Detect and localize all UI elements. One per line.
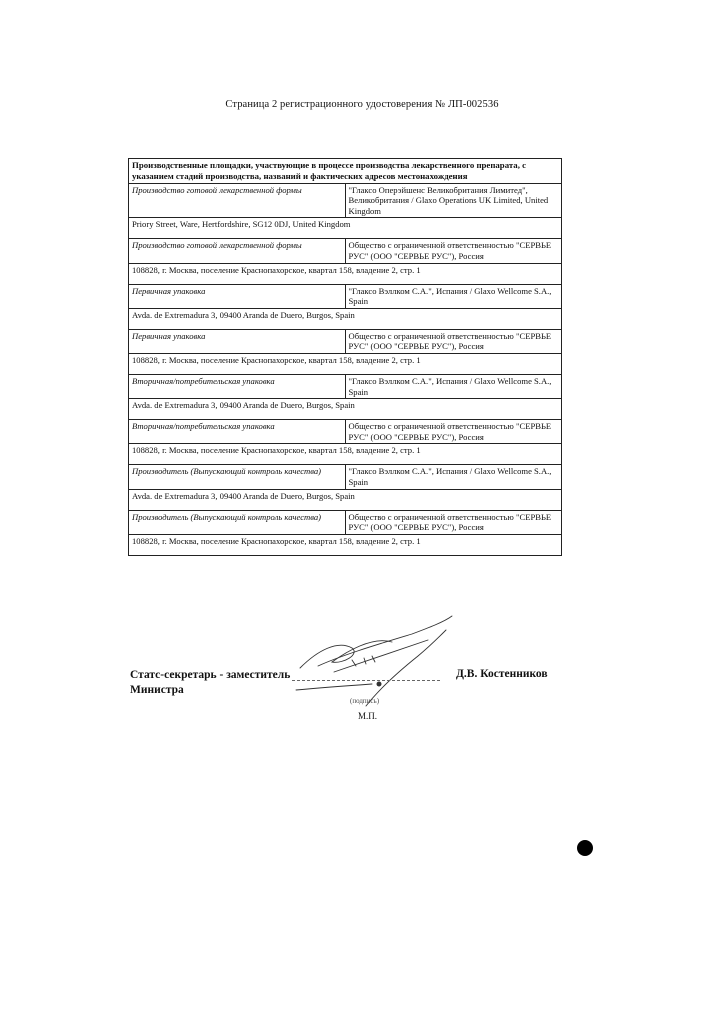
manufacturer-name: "Глаксо Вэллком С.А.", Испания / Glaxo Wellcome S.A., Spain <box>345 284 562 308</box>
black-dot-mark <box>577 840 593 856</box>
manufacturer-name: "Глаксо Вэллком С.А.", Испания / Glaxo Wellcome S.A., Spain <box>345 465 562 489</box>
site-address: Avda. de Extremadura 3, 09400 Aranda de Duero, Burgos, Spain <box>129 308 562 329</box>
site-address: 108828, г. Москва, поселение Краснопахорское, квартал 158, владение 2, стр. 1 <box>129 534 562 555</box>
manufacturer-name: "Глаксо Вэллком С.А.", Испания / Glaxo Wellcome S.A., Spain <box>345 374 562 398</box>
signature-caption: (подпись) <box>350 697 380 705</box>
production-stage: Производство готовой лекарственной формы <box>129 183 346 218</box>
page-title: Страница 2 регистрационного удостоверения № ЛП-002536 <box>225 99 499 110</box>
signer-position: Статс-секретарь - заместитель Министра <box>130 669 291 696</box>
site-address: Avda. de Extremadura 3, 09400 Aranda de Duero, Burgos, Spain <box>129 489 562 510</box>
table-intro: Производственные площадки, участвующие в процессе производства лекарственного препарата, с указанием стадий производства, названий и фактических адресов местонахождения <box>129 159 562 184</box>
production-stage: Производитель (Выпускающий контроль качества) <box>129 510 346 534</box>
site-address: 108828, г. Москва, поселение Краснопахорское, квартал 158, владение 2, стр. 1 <box>129 444 562 465</box>
signer-name: Д.В. Костенников <box>456 668 548 680</box>
signature-line <box>292 680 440 681</box>
production-stage: Производитель (Выпускающий контроль качества) <box>129 465 346 489</box>
production-stage: Первичная упаковка <box>129 329 346 353</box>
site-address: Avda. de Extremadura 3, 09400 Aranda de Duero, Burgos, Spain <box>129 399 562 420</box>
site-address: 108828, г. Москва, поселение Краснопахорское, квартал 158, владение 2, стр. 1 <box>129 263 562 284</box>
manufacturer-name: "Глаксо Оперэйшенс Великобритания Лимитед", Великобритания / Glaxo Operations UK Limited, United Kingdom <box>345 183 562 218</box>
production-stage: Первичная упаковка <box>129 284 346 308</box>
production-stage: Производство готовой лекарственной формы <box>129 239 346 263</box>
production-stage: Вторичная/потребительская упаковка <box>129 374 346 398</box>
stamp-label: М.П. <box>358 711 378 721</box>
manufacturer-name: Общество с ограниченной ответственностью "СЕРВЬЕ РУС" (ООО "СЕРВЬЕ РУС"), Россия <box>345 420 562 444</box>
site-address: 108828, г. Москва, поселение Краснопахорское, квартал 158, владение 2, стр. 1 <box>129 353 562 374</box>
site-address: Priory Street, Ware, Hertfordshire, SG12 0DJ, United Kingdom <box>129 218 562 239</box>
manufacturer-name: Общество с ограниченной ответственностью "СЕРВЬЕ РУС" (ООО "СЕРВЬЕ РУС"), Россия <box>345 510 562 534</box>
manufacturer-name: Общество с ограниченной ответственностью "СЕРВЬЕ РУС" (ООО "СЕРВЬЕ РУС"), Россия <box>345 329 562 353</box>
production-stage: Вторичная/потребительская упаковка <box>129 420 346 444</box>
manufacturer-name: Общество с ограниченной ответственностью "СЕРВЬЕ РУС" (ООО "СЕРВЬЕ РУС"), Россия <box>345 239 562 263</box>
